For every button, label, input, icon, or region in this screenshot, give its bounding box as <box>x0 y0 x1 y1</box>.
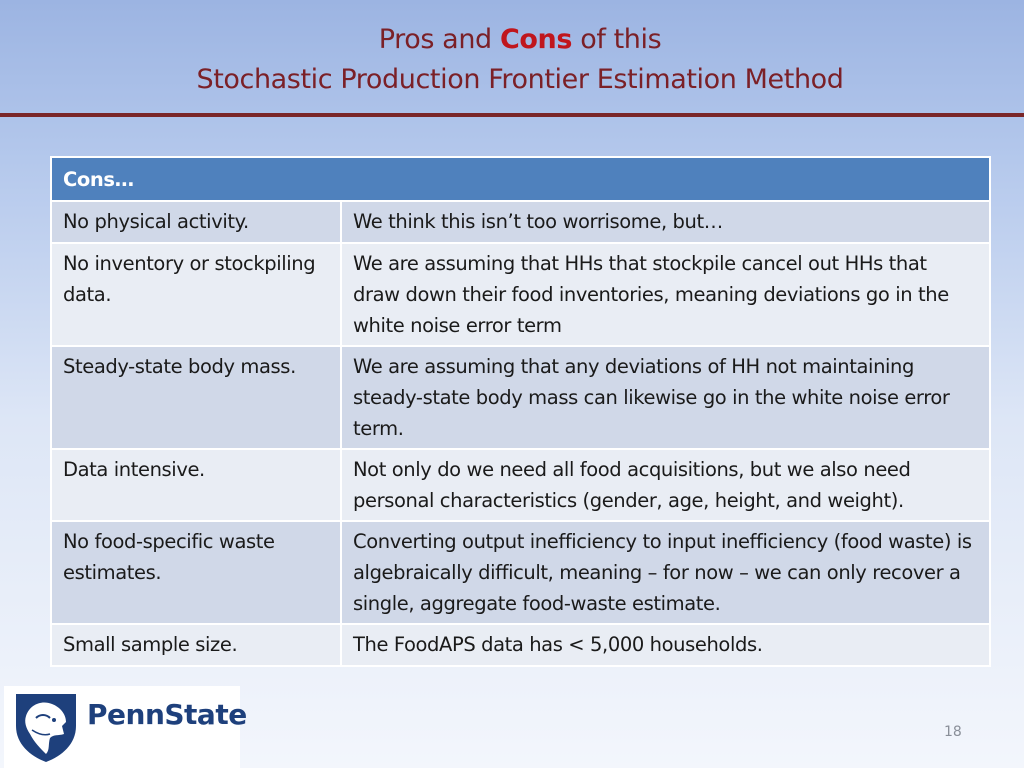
issue-cell: Small sample size. <box>51 624 341 666</box>
table-row <box>51 624 990 666</box>
note-cell: Converting output inefficiency to input inefficiency (food waste) is algebraically difficult, meaning – for now – we can only recover a single, aggregate food-waste estimate. <box>341 521 990 624</box>
slide-title-line1: Pros and Cons of this <box>378 24 662 55</box>
slide-title-line2: Stochastic Production Frontier Estimation Method <box>196 64 844 95</box>
issue-cell: No food-specific waste estimates. <box>51 521 341 624</box>
table-header-row <box>51 157 990 201</box>
table-row <box>51 243 990 346</box>
table-row <box>51 521 990 624</box>
nittany-lion-shield-icon <box>12 690 80 764</box>
note-cell: The FoodAPS data has < 5,000 households. <box>341 624 990 666</box>
table-header: Cons… <box>51 157 990 201</box>
pennstate-wordmark: PennState <box>87 698 247 731</box>
title-divider <box>0 113 1024 117</box>
note-cell: We are assuming that any deviations of HH not maintaining steady-state body mass can likewise go in the white noise error term. <box>341 346 990 449</box>
pennstate-logo <box>4 686 247 768</box>
issue-cell: No physical activity. <box>51 201 341 243</box>
issue-cell: No inventory or stockpiling data. <box>51 243 341 346</box>
slide-title <box>0 20 1024 100</box>
title-highlight: Cons <box>499 24 573 55</box>
note-cell: Not only do we need all food acquisitions, but we also need personal characteristics (gender, age, height, and weight). <box>341 449 990 521</box>
note-cell: We are assuming that HHs that stockpile cancel out HHs that draw down their food inventories, meaning deviations go in the white noise error term <box>341 243 990 346</box>
cons-table <box>50 156 991 667</box>
table-row <box>51 346 990 449</box>
table-row <box>51 449 990 521</box>
issue-cell: Steady-state body mass. <box>51 346 341 449</box>
note-cell: We think this isn’t too worrisome, but… <box>341 201 990 243</box>
table-row <box>51 201 990 243</box>
page-number: 18 <box>944 724 962 740</box>
issue-cell: Data intensive. <box>51 449 341 521</box>
